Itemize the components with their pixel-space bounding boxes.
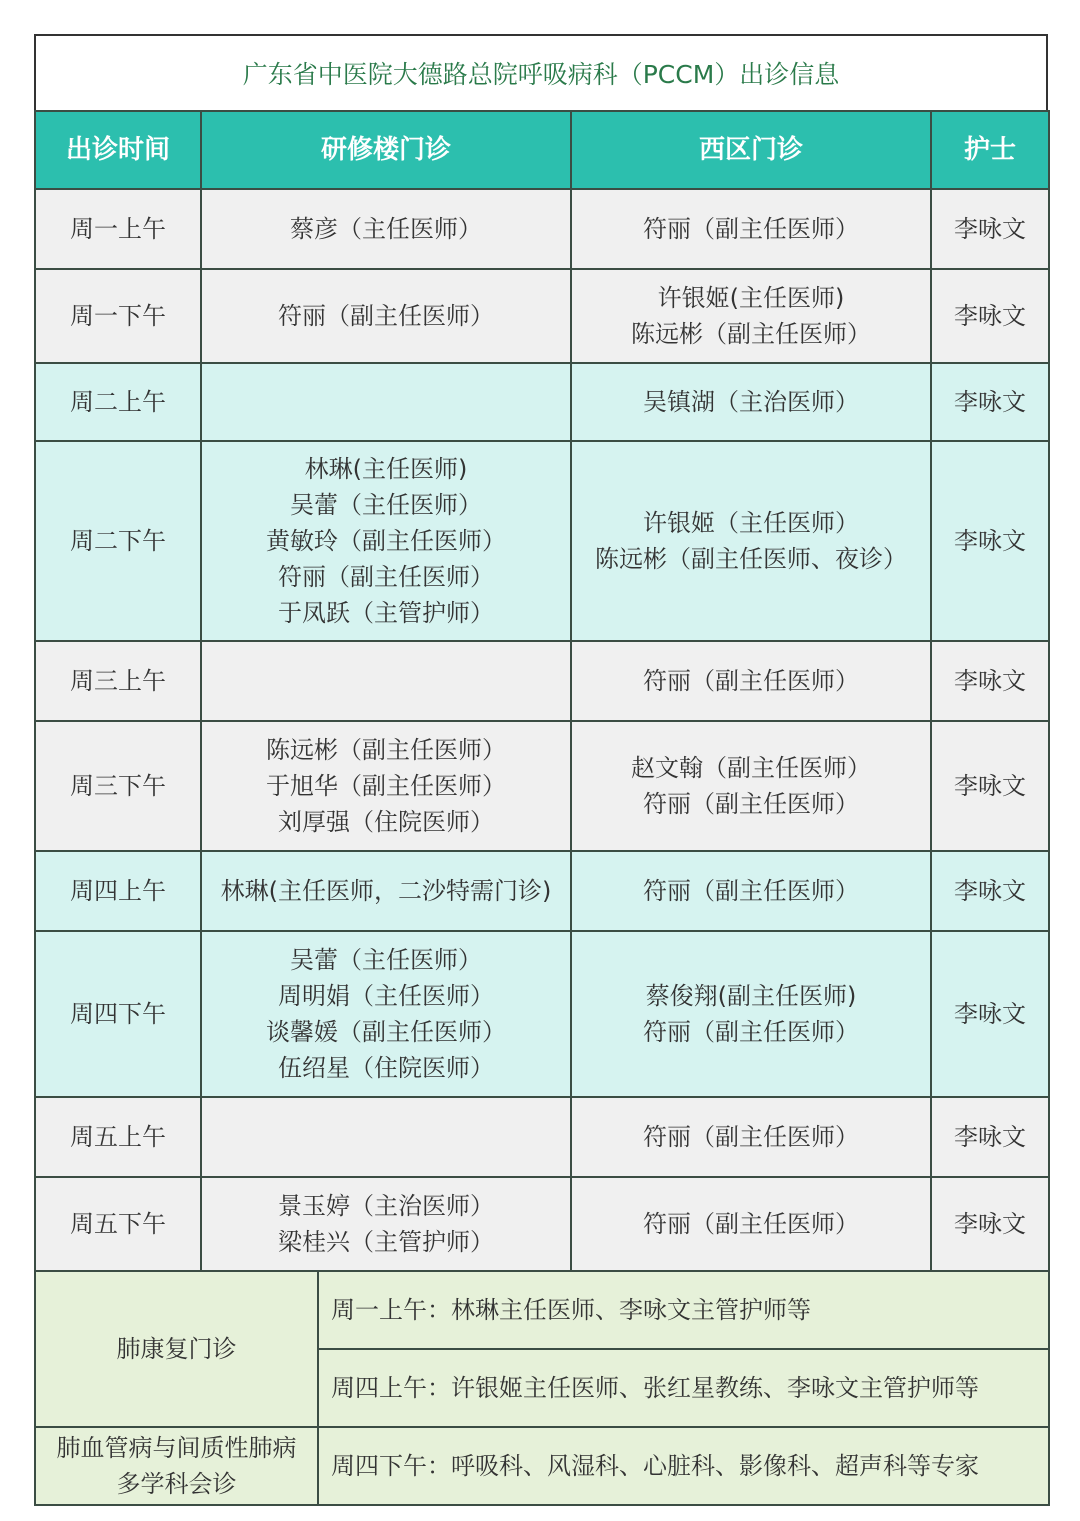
cell-yanxiu-line: 于凤跃（主管护师） bbox=[278, 599, 494, 627]
cell-xiqu bbox=[571, 851, 931, 931]
cell-yanxiu bbox=[201, 721, 571, 851]
cell-yanxiu-line: 林琳(主任医师) bbox=[304, 455, 468, 483]
cell-yanxiu-line: 景玉婷（主治医师） bbox=[278, 1192, 494, 1220]
header-time: 出诊时间 bbox=[35, 111, 201, 189]
table-row bbox=[35, 269, 1049, 363]
cell-nurse: 李咏文 bbox=[931, 363, 1049, 441]
cell-nurse: 李咏文 bbox=[931, 931, 1049, 1097]
cell-yanxiu-line: 刘厚强（住院医师） bbox=[278, 808, 494, 836]
cell-yanxiu bbox=[201, 1177, 571, 1271]
cell-time: 周二下午 bbox=[35, 441, 201, 641]
cell-yanxiu bbox=[201, 1097, 571, 1177]
cell-xiqu bbox=[571, 1177, 931, 1271]
rehab-item-1: 周一上午：林琳主任医师、李咏文主管护师等 bbox=[318, 1271, 1049, 1349]
cell-yanxiu-line: 梁桂兴（主管护师） bbox=[278, 1228, 494, 1256]
cell-xiqu-line: 符丽（副主任医师） bbox=[643, 667, 859, 695]
cell-xiqu bbox=[571, 721, 931, 851]
table-row bbox=[35, 441, 1049, 641]
mdt-label-line-2: 多学科会诊 bbox=[116, 1470, 237, 1498]
cell-yanxiu bbox=[201, 851, 571, 931]
table-row bbox=[35, 1097, 1049, 1177]
header-yanxiu: 研修楼门诊 bbox=[201, 111, 571, 189]
cell-time: 周三下午 bbox=[35, 721, 201, 851]
mdt-row bbox=[35, 1427, 1049, 1505]
cell-xiqu bbox=[571, 931, 931, 1097]
cell-xiqu-line: 许银姬(主任医师) bbox=[657, 284, 845, 312]
rehab-item-2: 周四上午：许银姬主任医师、张红星教练、李咏文主管护师等 bbox=[318, 1349, 1049, 1427]
rehab-row-1 bbox=[35, 1271, 1049, 1349]
cell-xiqu-line: 陈远彬（副主任医师、夜诊） bbox=[595, 545, 907, 573]
cell-xiqu bbox=[571, 189, 931, 269]
cell-xiqu-line: 吴镇湖（主治医师） bbox=[643, 388, 859, 416]
cell-yanxiu-line: 周明娟（主任医师） bbox=[278, 982, 494, 1010]
page-title: 广东省中医院大德路总院呼吸病科（PCCM）出诊信息 bbox=[34, 34, 1048, 110]
table-row bbox=[35, 851, 1049, 931]
mdt-label-line-1: 肺血管病与间质性肺病 bbox=[56, 1434, 297, 1462]
cell-nurse: 李咏文 bbox=[931, 851, 1049, 931]
cell-nurse: 李咏文 bbox=[931, 641, 1049, 721]
mdt-label bbox=[35, 1427, 318, 1505]
cell-yanxiu-line: 符丽（副主任医师） bbox=[278, 302, 494, 330]
cell-xiqu-line: 蔡俊翔(副主任医师) bbox=[645, 982, 857, 1010]
cell-xiqu-line: 许银姬（主任医师） bbox=[643, 509, 859, 537]
cell-nurse: 李咏文 bbox=[931, 441, 1049, 641]
cell-time: 周一上午 bbox=[35, 189, 201, 269]
schedule-table bbox=[34, 110, 1050, 1272]
table-row bbox=[35, 363, 1049, 441]
cell-xiqu-line: 陈远彬（副主任医师） bbox=[631, 320, 871, 348]
schedule-container bbox=[34, 34, 1048, 1506]
cell-yanxiu-line: 黄敏玲（副主任医师） bbox=[266, 527, 506, 555]
cell-xiqu bbox=[571, 269, 931, 363]
header-xiqu: 西区门诊 bbox=[571, 111, 931, 189]
cell-yanxiu bbox=[201, 931, 571, 1097]
cell-xiqu bbox=[571, 363, 931, 441]
mdt-item: 周四下午：呼吸科、风湿科、心脏科、影像科、超声科等专家 bbox=[318, 1427, 1049, 1505]
cell-time: 周四下午 bbox=[35, 931, 201, 1097]
cell-nurse: 李咏文 bbox=[931, 269, 1049, 363]
header-nurse: 护士 bbox=[931, 111, 1049, 189]
cell-xiqu-line: 符丽（副主任医师） bbox=[643, 1210, 859, 1238]
cell-yanxiu-line: 吴蕾（主任医师） bbox=[290, 946, 482, 974]
cell-xiqu-line: 符丽（副主任医师） bbox=[643, 1018, 859, 1046]
cell-yanxiu bbox=[201, 641, 571, 721]
cell-yanxiu-line: 蔡彦（主任医师） bbox=[290, 215, 482, 243]
cell-nurse: 李咏文 bbox=[931, 189, 1049, 269]
cell-time: 周一下午 bbox=[35, 269, 201, 363]
cell-yanxiu bbox=[201, 269, 571, 363]
cell-time: 周五上午 bbox=[35, 1097, 201, 1177]
table-row bbox=[35, 931, 1049, 1097]
cell-nurse: 李咏文 bbox=[931, 1097, 1049, 1177]
cell-xiqu bbox=[571, 641, 931, 721]
cell-time: 周二上午 bbox=[35, 363, 201, 441]
cell-yanxiu bbox=[201, 363, 571, 441]
cell-yanxiu-line: 吴蕾（主任医师） bbox=[290, 491, 482, 519]
special-clinic-table bbox=[34, 1270, 1050, 1506]
cell-yanxiu bbox=[201, 441, 571, 641]
table-row bbox=[35, 721, 1049, 851]
cell-yanxiu-line: 于旭华（副主任医师） bbox=[266, 772, 506, 800]
cell-time: 周三上午 bbox=[35, 641, 201, 721]
cell-yanxiu-line: 陈远彬（副主任医师） bbox=[266, 736, 506, 764]
cell-xiqu-line: 符丽（副主任医师） bbox=[643, 877, 859, 905]
cell-time: 周四上午 bbox=[35, 851, 201, 931]
cell-nurse: 李咏文 bbox=[931, 1177, 1049, 1271]
cell-xiqu bbox=[571, 1097, 931, 1177]
cell-yanxiu bbox=[201, 189, 571, 269]
cell-yanxiu-line: 林琳(主任医师，二沙特需门诊) bbox=[220, 877, 552, 905]
table-row bbox=[35, 1177, 1049, 1271]
cell-yanxiu-line: 伍绍星（住院医师） bbox=[278, 1054, 494, 1082]
table-header-row bbox=[35, 111, 1049, 189]
cell-xiqu-line: 符丽（副主任医师） bbox=[643, 1123, 859, 1151]
cell-yanxiu-line: 谈馨媛（副主任医师） bbox=[266, 1018, 506, 1046]
table-row bbox=[35, 641, 1049, 721]
cell-xiqu-line: 符丽（副主任医师） bbox=[643, 215, 859, 243]
schedule-rows bbox=[35, 189, 1049, 1271]
cell-time: 周五下午 bbox=[35, 1177, 201, 1271]
cell-yanxiu-line: 符丽（副主任医师） bbox=[278, 563, 494, 591]
table-row bbox=[35, 189, 1049, 269]
cell-xiqu-line: 赵文翰（副主任医师） bbox=[631, 754, 871, 782]
cell-xiqu bbox=[571, 441, 931, 641]
cell-xiqu-line: 符丽（副主任医师） bbox=[643, 790, 859, 818]
cell-nurse: 李咏文 bbox=[931, 721, 1049, 851]
rehab-label: 肺康复门诊 bbox=[35, 1271, 318, 1427]
